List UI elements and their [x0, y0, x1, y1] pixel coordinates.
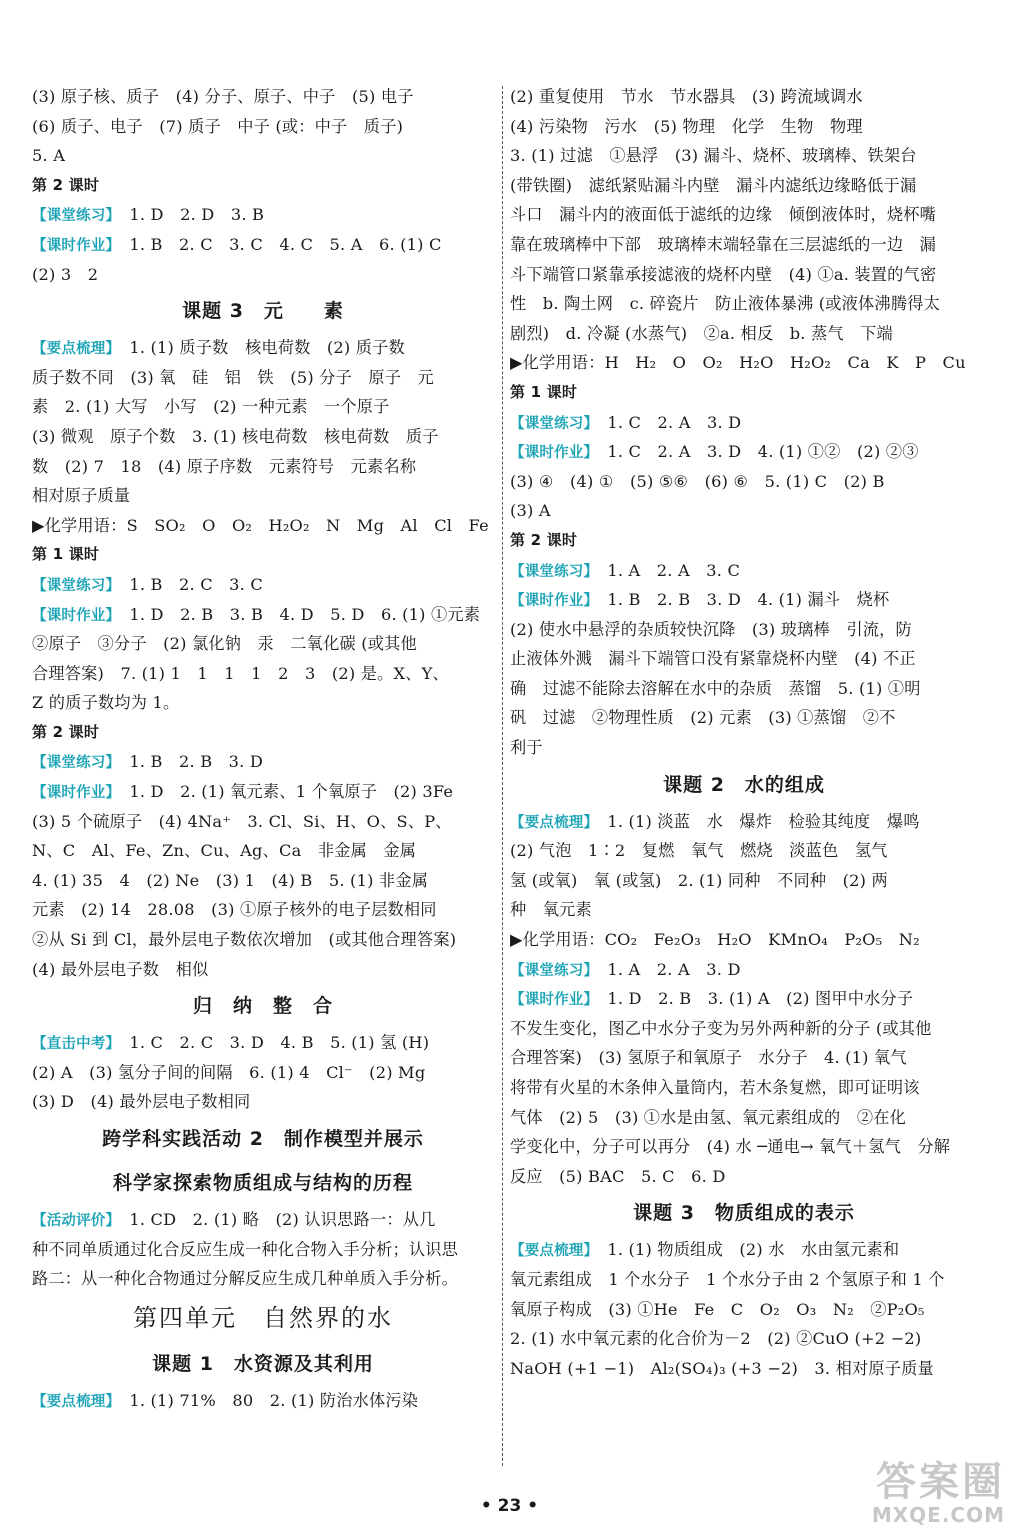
- answer-line: [510, 984, 978, 1014]
- watermark-logo: [830, 1450, 1005, 1530]
- section-tag: 【要点梳理】: [510, 814, 591, 831]
- section-tag: 【课时作业】: [32, 785, 113, 802]
- answer-line: [32, 1386, 494, 1416]
- answer-line: [510, 703, 978, 733]
- answer-text: 1. B 2. B 3. D 4. (1) 漏斗 烧杯: [590, 590, 890, 610]
- answer-text: NaOH (+1 −1) Al₂(SO₄)₃ (+3 −2) 3. 相对原子质量: [510, 1358, 934, 1378]
- answer-line: [32, 260, 494, 290]
- answer-text: 第 2 课时: [32, 722, 100, 741]
- answer-text: 1. A 2. A 3. C: [590, 560, 741, 580]
- answer-line: [510, 644, 978, 674]
- answer-text: 1. D 2. B 3. B 4. D 5. D 6. (1) ①元素: [112, 604, 481, 624]
- answer-line: [32, 925, 494, 955]
- section-tag: 【课堂练习】: [32, 755, 113, 772]
- answer-line: [510, 1162, 978, 1192]
- answer-text: 第 1 课时: [32, 545, 100, 564]
- answer-text: (3) ④ (4) ① (5) ⑤⑥ (6) ⑥ 5. (1) C (2) B: [510, 471, 885, 491]
- answer-text: 1. C 2. A 3. D: [590, 412, 742, 432]
- answer-line: [510, 1235, 978, 1265]
- answer-text: 1. (1) 71% 80 2. (1) 防治水体污染: [112, 1390, 419, 1410]
- answer-line: [510, 615, 978, 645]
- answer-line: [32, 1028, 494, 1058]
- section-tag: 【课堂练习】: [32, 577, 113, 594]
- answer-line: [32, 452, 494, 482]
- answer-text: 1. (1) 淡蓝 水 爆炸 检验其纯度 爆鸣: [590, 811, 920, 831]
- section-heading: 课题 2 水的组成: [663, 773, 825, 796]
- answer-line: [510, 260, 978, 290]
- answer-line: [510, 1014, 978, 1044]
- answer-line: [510, 319, 978, 349]
- answer-line: [510, 200, 978, 230]
- answer-line: [510, 496, 978, 526]
- section-tag: 【活动评价】: [32, 1213, 113, 1229]
- answer-line: [510, 437, 978, 467]
- section-tag: 【课时作业】: [32, 607, 113, 624]
- answer-line: [32, 333, 494, 363]
- answer-line: [32, 1235, 494, 1265]
- answer-text: (3) 原子核、质子 (4) 分子、原子、中子 (5) 电子: [32, 87, 414, 106]
- answer-line: [510, 895, 978, 925]
- answer-text: 1. CD 2. (1) 略 (2) 认识思路一：从几: [112, 1210, 436, 1229]
- answer-line: [510, 866, 978, 896]
- answer-text: 4. (1) 35 4 (2) Ne (3) 1 (4) B 5. (1) 非金属: [32, 870, 429, 890]
- answer-line: [32, 363, 494, 393]
- answer-line: [510, 1073, 978, 1103]
- answer-text: 斗下端管口紧靠承接滤液的烧杯内壁 (4) ①a. 装置的气密: [510, 264, 937, 284]
- answer-line: [32, 570, 494, 600]
- answer-text: 矾 过滤 ②物理性质 (2) 元素 (3) ①蒸馏 ②不: [510, 708, 896, 728]
- answer-line: [510, 230, 978, 260]
- answer-text: 1. C 2. C 3. D 4. B 5. (1) 氢 (H): [112, 1033, 430, 1053]
- answer-text: 第 1 课时: [510, 382, 578, 401]
- answer-text: 1. B 2. B 3. D: [112, 752, 264, 772]
- answer-line: [510, 1354, 978, 1384]
- answer-text: 氧原子构成 (3) ①He Fe C O₂ O₃ N₂ ②P₂O₅: [510, 1299, 925, 1319]
- answer-text: 合理答案) 7. (1) 1 1 1 1 2 3 (2) 是。X、Y、: [32, 663, 449, 683]
- answer-line: [32, 511, 494, 541]
- section-tag: 【直击中考】: [32, 1036, 113, 1053]
- answer-line: [510, 585, 978, 615]
- answer-line: [32, 600, 494, 630]
- section-tag: 【课堂练习】: [510, 962, 591, 979]
- answer-line: [32, 807, 494, 837]
- section-heading: 课题 3 物质组成的表示: [633, 1202, 855, 1225]
- answer-line: [510, 733, 978, 763]
- answer-text: 2. (1) 水中氧元素的化合价为－2 (2) ②CuO (+2 −2): [510, 1329, 922, 1349]
- answer-text: ▶化学用语：H H₂ O O₂ H₂O H₂O₂ Ca K P Cu: [510, 353, 966, 373]
- answer-line: [510, 348, 978, 378]
- answer-text: (3) 5 个硫原子 (4) 4Na⁺ 3. Cl、Si、H、O、S、P、: [32, 811, 452, 831]
- section-tag: 【课堂练习】: [510, 563, 591, 580]
- answer-line: [32, 1087, 494, 1117]
- section-tag: 【课堂练习】: [510, 415, 591, 432]
- answer-text: 氢 (或氧) 氧 (或氢) 2. (1) 同种 不同种 (2) 两: [510, 870, 888, 890]
- answer-text: 合理答案) (3) 氢原子和氧原子 水分子 4. (1) 氧气: [510, 1048, 907, 1068]
- section-tag: 【课时作业】: [510, 593, 591, 610]
- answer-text: 元素 (2) 14 28.08 (3) ①原子核外的电子层数相同: [32, 900, 437, 920]
- answer-text: 将带有火星的木条伸入量筒内，若木条复燃，即可证明该: [510, 1078, 920, 1097]
- answer-line: [32, 895, 494, 925]
- answer-text: (4) 污染物 污水 (5) 物理 化学 生物 物理: [510, 116, 863, 136]
- answer-text: ②原子 ③分子 (2) 氯化钠 汞 二氧化碳 (或其他: [32, 634, 417, 654]
- answer-text: 靠在玻璃棒中下部 玻璃棒末端轻靠在三层滤纸的一边 漏: [510, 234, 937, 254]
- answer-line: [510, 1324, 978, 1354]
- watermark-url: MXQE.COM: [871, 1503, 1005, 1527]
- lesson-subheading: [510, 378, 978, 408]
- answer-line: [32, 392, 494, 422]
- answer-line: [32, 688, 494, 718]
- answer-line: [32, 955, 494, 985]
- answer-line: [510, 1265, 978, 1295]
- section-tag: 【课时作业】: [32, 237, 113, 254]
- lesson-subheading: [32, 540, 494, 570]
- section-tag: 【要点梳理】: [32, 1393, 113, 1410]
- answer-text: 第 2 课时: [510, 530, 578, 549]
- answer-text: N、C Al、Fe、Zn、Cu、Ag、Ca 非金属 金属: [32, 841, 417, 861]
- answer-text: (2) 3 2: [32, 264, 99, 284]
- section-heading: 课题 1 水资源及其利用: [152, 1352, 374, 1375]
- answer-line: [510, 925, 978, 955]
- answer-text: 1. D 2. (1) 氧元素、1 个氧原子 (2) 3Fe: [112, 782, 454, 802]
- lesson-subheading: [32, 171, 494, 201]
- section-heading: 课题 3 元 素: [182, 300, 344, 323]
- answer-text: 1. D 2. D 3. B: [112, 205, 265, 225]
- answer-text: ②从 Si 到 Cl，最外层电子数依次增加 (或其他合理答案): [32, 930, 457, 950]
- answer-text: (3) A: [510, 501, 551, 521]
- answer-text: 剧烈) d. 冷凝 (水蒸气) ②a. 相反 b. 蒸气 下端: [510, 323, 893, 343]
- answer-text: 斗口 漏斗内的液面低于滤纸的边缘 倾倒液体时，烧杯嘴: [510, 205, 937, 225]
- answer-line: [32, 112, 494, 142]
- answer-line: [32, 1205, 494, 1235]
- answer-line: [510, 836, 978, 866]
- answer-text: (2) 气泡 1∶2 复燃 氧气 燃烧 淡蓝色 氢气: [510, 841, 888, 861]
- answer-text: 素 2. (1) 大写 小写 (2) 一种元素 一个原子: [32, 397, 390, 417]
- answer-line: [510, 807, 978, 837]
- answer-line: [32, 629, 494, 659]
- answer-line: [510, 141, 978, 171]
- left-column: [32, 82, 494, 1415]
- answer-text: (3) 微观 原子个数 3. (1) 核电荷数 核电荷数 质子: [32, 426, 439, 446]
- answer-text: 种 氧元素: [510, 900, 592, 920]
- section-heading: 归 纳 整 合: [192, 995, 333, 1018]
- answer-line: [32, 1264, 494, 1294]
- answer-line: [510, 556, 978, 586]
- answer-text: 1. C 2. A 3. D 4. (1) ①② (2) ②③: [590, 442, 919, 462]
- section-tag: 【要点梳理】: [510, 1243, 591, 1260]
- right-column: [510, 82, 978, 1383]
- answer-text: (带铁圈) 滤纸紧贴漏斗内壁 漏斗内滤纸边缘略低于漏: [510, 175, 917, 195]
- section-heading: 第四单元 自然界的水: [133, 1303, 393, 1332]
- answer-line: [32, 1058, 494, 1088]
- answer-text: Z 的质子数均为 1。: [32, 693, 180, 713]
- answer-text: (2) A (3) 氢分子间的间隔 6. (1) 4 Cl⁻ (2) Mg: [32, 1062, 426, 1082]
- answer-text: 1. (1) 质子数 核电荷数 (2) 质子数: [112, 338, 405, 358]
- answer-line: [510, 1132, 978, 1162]
- section-tag: 【要点梳理】: [32, 341, 113, 358]
- answer-line: [32, 141, 494, 171]
- answer-text: 1. B 2. C 3. C: [112, 574, 263, 594]
- answer-line: [510, 289, 978, 319]
- answer-text: 学变化中，分子可以再分 (4) 水 ─通电→ 氧气＋氢气 分解: [510, 1137, 951, 1157]
- answer-line: [32, 836, 494, 866]
- answer-text: 1. A 2. A 3. D: [590, 959, 741, 979]
- answer-line: [510, 674, 978, 704]
- answer-text: 数 (2) 7 18 (4) 原子序数 元素符号 元素名称: [32, 456, 417, 476]
- answer-text: 不发生变化，图乙中水分子变为另外两种新的分子 (或其他: [510, 1018, 932, 1038]
- answer-line: [32, 866, 494, 896]
- answer-line: [32, 422, 494, 452]
- answer-text: 性 b. 陶土网 c. 碎瓷片 防止液体暴沸 (或液体沸腾得太: [510, 294, 940, 314]
- answer-line: [510, 955, 978, 985]
- answer-text: (3) D (4) 最外层电子数相同: [32, 1092, 251, 1112]
- answer-text: (2) 使水中悬浮的杂质较快沉降 (3) 玻璃棒 引流，防: [510, 619, 912, 639]
- section-tag: 【课时作业】: [510, 992, 591, 1009]
- answer-line: [510, 408, 978, 438]
- page-number: • 23 •: [480, 1496, 539, 1516]
- answer-text: 相对原子质量: [32, 486, 131, 506]
- section-tag: 【课堂练习】: [32, 208, 113, 225]
- lesson-subheading: [510, 526, 978, 556]
- lesson-subheading: [32, 718, 494, 748]
- answer-line: [510, 467, 978, 497]
- column-divider: [502, 86, 503, 1466]
- answer-line: [510, 1103, 978, 1133]
- answer-line: [32, 82, 494, 112]
- answer-line: [510, 171, 978, 201]
- answer-text: 种不同单质通过化合反应生成一种化合物入手分析；认识思: [32, 1239, 459, 1259]
- answer-text: (4) 最外层电子数 相似: [32, 959, 209, 979]
- answer-line: [32, 481, 494, 511]
- answer-text: 1. (1) 物质组成 (2) 水 水由氢元素和: [590, 1240, 900, 1260]
- answer-text: 确 过滤不能除去溶解在水中的杂质 蒸馏 5. (1) ①明: [510, 678, 921, 698]
- answer-text: 5. A: [32, 146, 66, 166]
- answer-text: (6) 质子、电子 (7) 质子 中子 (或：中子 质子): [32, 116, 404, 136]
- answer-line: [510, 112, 978, 142]
- answer-line: [32, 230, 494, 260]
- answer-text: (2) 重复使用 节水 节水器具 (3) 跨流域调水: [510, 87, 863, 106]
- answer-text: 第 2 课时: [32, 175, 100, 194]
- answer-text: 气体 (2) 5 (3) ①水是由氢、氧元素组成的 ②在化: [510, 1107, 906, 1127]
- answer-line: [510, 82, 978, 112]
- answer-text: 路二：从一种化合物通过分解反应生成几种单质入手分析。: [32, 1269, 459, 1289]
- section-heading: 科学家探索物质组成与结构的历程: [112, 1172, 413, 1194]
- answer-line: [32, 777, 494, 807]
- answer-line: [32, 747, 494, 777]
- answer-line: [510, 1295, 978, 1325]
- answer-text: 反应 (5) BAC 5. C 6. D: [510, 1166, 726, 1186]
- section-heading: 跨学科实践活动 2 制作模型并展示: [102, 1128, 424, 1150]
- answer-text: 利于: [510, 738, 543, 758]
- answer-text: 3. (1) 过滤 ①悬浮 (3) 漏斗、烧杯、玻璃棒、铁架台: [510, 146, 917, 166]
- answer-line: [510, 1043, 978, 1073]
- answer-line: [32, 659, 494, 689]
- answer-line: [32, 200, 494, 230]
- answer-text: ▶化学用语：CO₂ Fe₂O₃ H₂O KMnO₄ P₂O₅ N₂: [510, 930, 920, 950]
- section-tag: 【课时作业】: [510, 445, 591, 462]
- answer-text: ▶化学用语：S SO₂ O O₂ H₂O₂ N Mg Al Cl Fe: [32, 515, 489, 535]
- answer-text: 质子数不同 (3) 氧 硅 铝 铁 (5) 分子 原子 元: [32, 367, 434, 387]
- answer-text: 止液体外溅 漏斗下端管口没有紧靠烧杯内壁 (4) 不正: [510, 649, 916, 669]
- answer-text: 氧元素组成 1 个水分子 1 个水分子由 2 个氢原子和 1 个: [510, 1269, 945, 1289]
- answer-text: 1. D 2. B 3. (1) A (2) 图甲中水分子: [590, 989, 914, 1009]
- answer-text: 1. B 2. C 3. C 4. C 5. A 6. (1) C: [112, 234, 442, 254]
- watermark-title: 答案圈: [876, 1459, 1005, 1505]
